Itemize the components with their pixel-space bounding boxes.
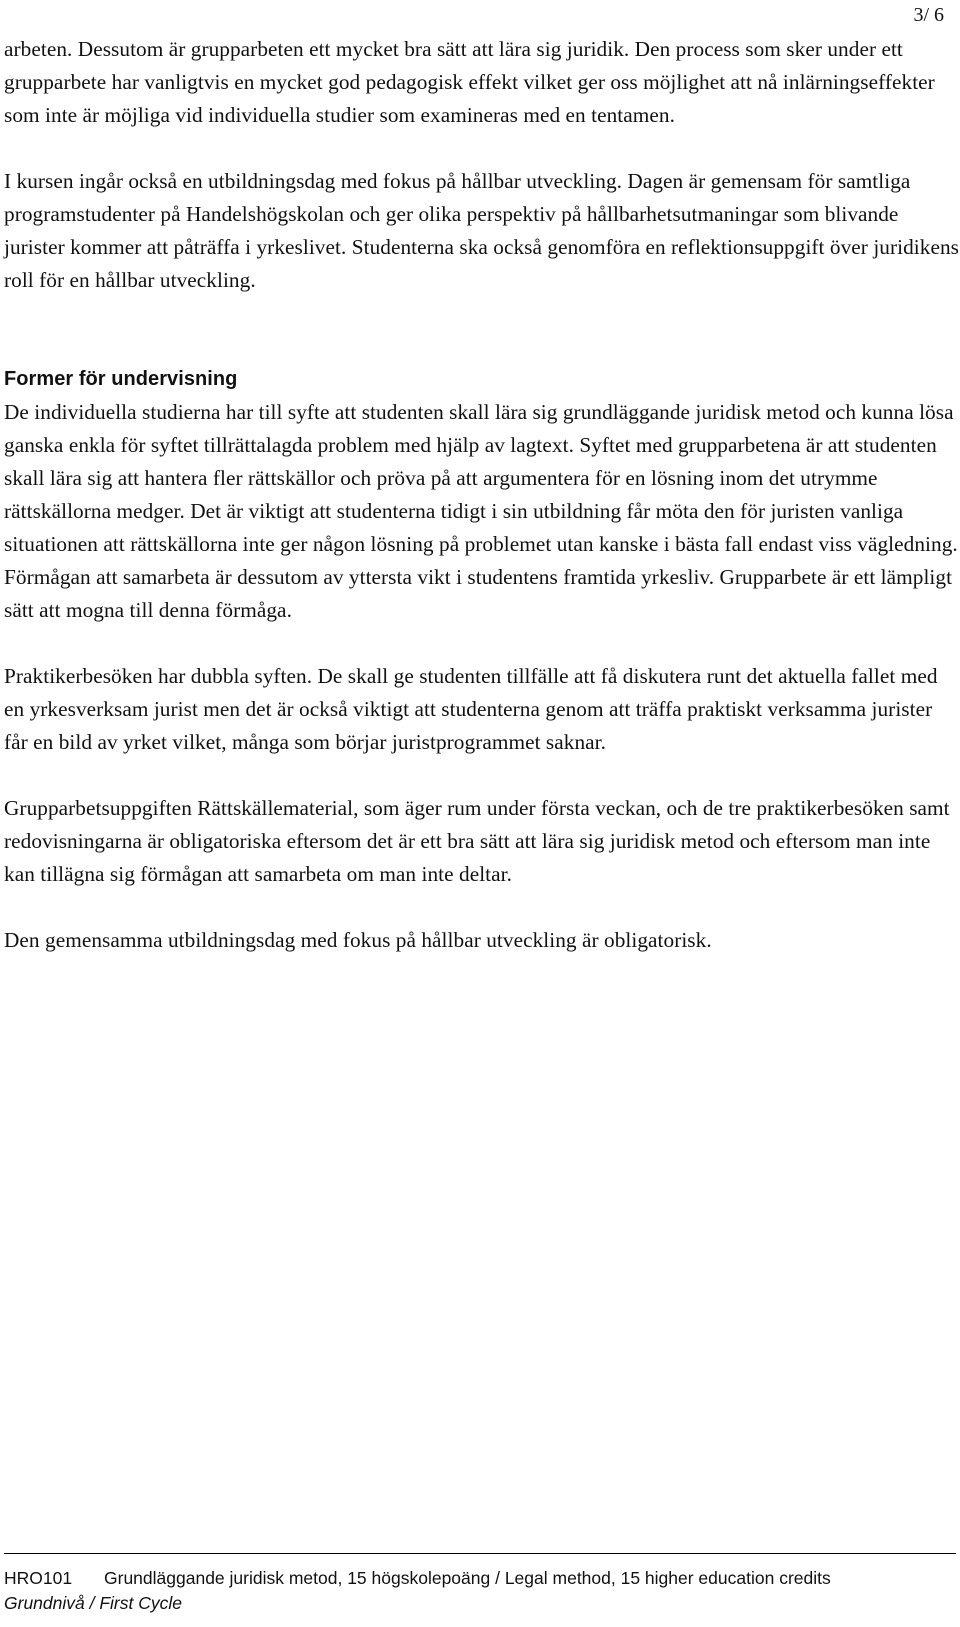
footer-divider <box>4 1553 956 1554</box>
course-level: Grundnivå / First Cycle <box>4 1593 182 1613</box>
course-code: HRO101 <box>4 1568 73 1588</box>
page-number: 3/ 6 <box>913 4 944 26</box>
paragraph-practitioner-visits: Praktikerbesöken har dubbla syften. De skall ge studenten tillfälle att få diskutera runt det aktuella fallet med en yrkesverksam jurist men det är också viktigt att studenterna genom att träffa praktiskt verksamma jurister får en bild av yrket vilket, många som börjar juristprogrammet saknar. <box>4 664 938 754</box>
footer-course-line <box>4 1566 831 1590</box>
document-body <box>4 33 960 957</box>
paragraph-teaching-purpose: De individuella studierna har till syfte att studenten skall lära sig grundläggande juridisk metod och kunna lösa ganska enkla för syftet tillrättalagda problem med hjälp av lagtext. Syftet med grupparbetena är att studenten skall lära sig att hantera fler rättskällor och pröva på att argumentera för en lösning inom det utrymme rättskällorna medger. Det är viktigt att studenterna tidigt i sin utbildning får möta den för juristen vanliga situationen att rättskällorna inte ger någon lösning på problemet utan kanske i bästa fall endast viss vägledning. Förmågan att samarbeta är dessutom av yttersta vikt i studentens framtida yrkesliv. Grupparbete är ett lämpligt sätt att mogna till denna förmåga. <box>4 400 958 622</box>
section-heading-teaching-forms: Former för undervisning <box>4 368 238 390</box>
paragraph-mandatory-sustainability-day: Den gemensamma utbildningsdag med fokus på hållbar utveckling är obligatorisk. <box>4 928 712 952</box>
paragraph-mandatory-elements: Grupparbetsuppgiften Rättskällematerial, som äger rum under första veckan, och de tre praktikerbesöken samt redovisningarna är obligatoriska eftersom det är ett bra sätt att lära sig juridisk metod och eftersom man inte kan tillägna sig förmågan att samarbeta om man inte deltar. <box>4 796 950 886</box>
course-title: Grundläggande juridisk metod, 15 högskolepoäng / Legal method, 15 higher education credits <box>104 1568 831 1588</box>
paragraph-sustainability-day: I kursen ingår också en utbildningsdag med fokus på hållbar utveckling. Dagen är gemensam för samtliga programstudenter på Handelshögskolan och ger olika perspektiv på hållbarhetsutmaningar som blivande jurister kommer att påträffa i yrkeslivet. Studenterna ska också genomföra en reflektionsuppgift över juridikens roll för en hållbar utveckling. <box>4 169 959 292</box>
paragraph-group-work-continued: arbeten. Dessutom är grupparbeten ett mycket bra sätt att lära sig juridik. Den process som sker under ett grupparbete har vanligtvis en mycket god pedagogisk effekt vilket ger oss möjlighet att nå inlärningseffekter som inte är möjliga vid individuella studier som examineras med en tentamen. <box>4 37 935 127</box>
